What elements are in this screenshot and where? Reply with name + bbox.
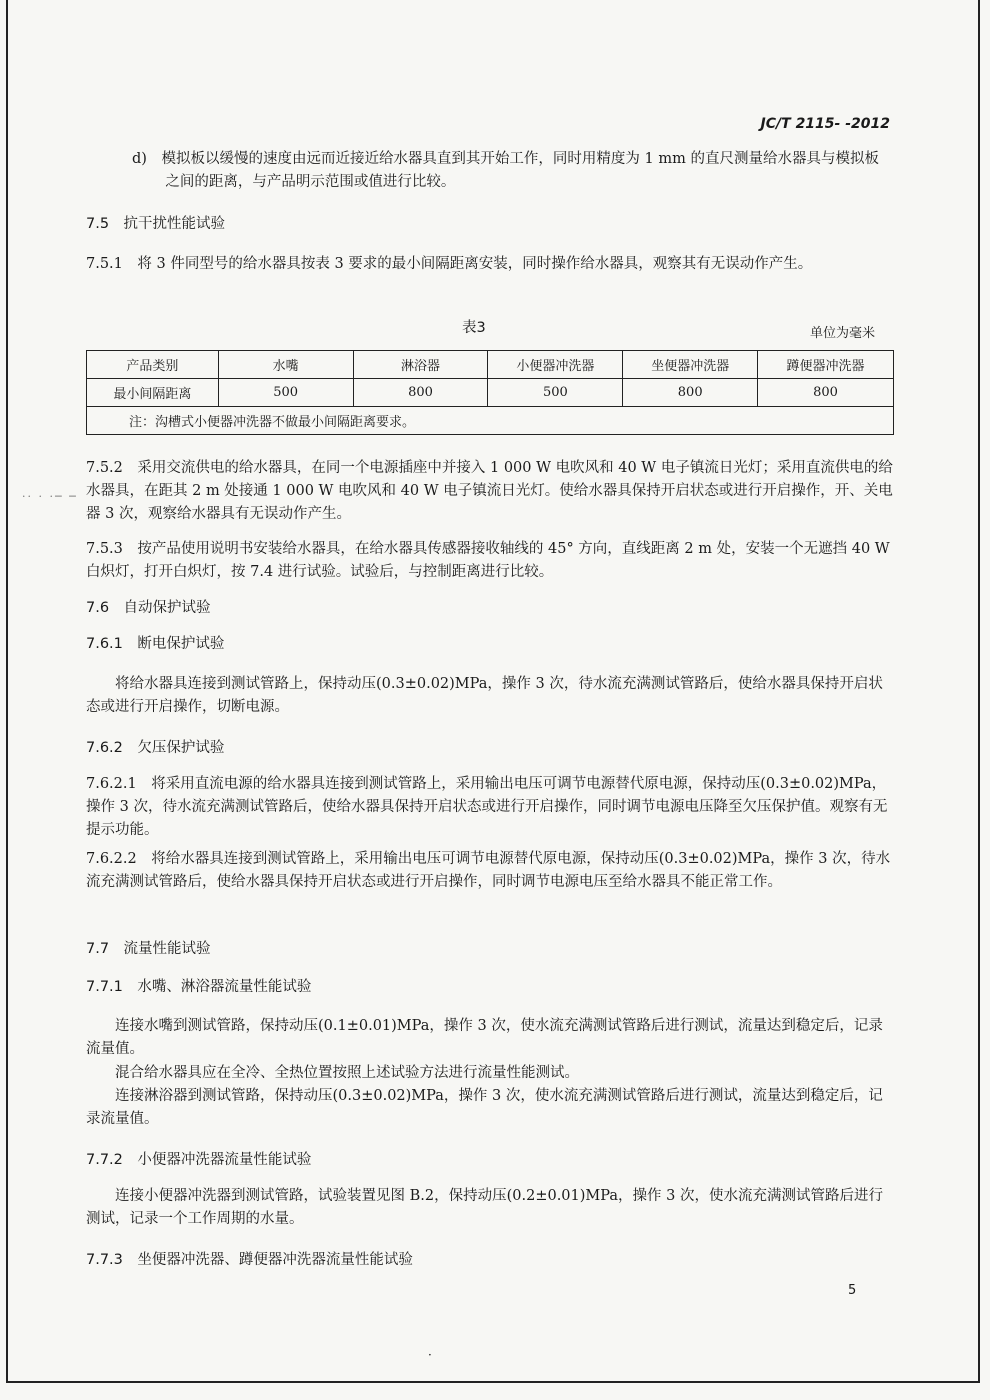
clause-7-5-2: 7.5.2 采用交流供电的给水器具，在同一个电源插座中并接入 1 000 W 电吹风和 40 W 电子镇流日光灯；采用直流供电的给水器具，在距其 2 m 处接通 1 000 W 电吹风和 40 W 电子镇流日光灯。使给水器具保持开启状态或进行开启操作，开、关电器 3 次，观察给水器具有无误动作产生。 (86, 460, 893, 522)
scan-dot: · (428, 1348, 432, 1362)
section-heading-7-7-2: 7.7.2 小便器冲洗器流量性能试验 (86, 1152, 312, 1168)
table-cell: 800 (353, 379, 488, 407)
section-heading-7-7-1: 7.7.1 水嘴、淋浴器流量性能试验 (86, 979, 312, 995)
section-heading-7-6-2: 7.6.2 欠压保护试验 (86, 740, 225, 756)
table-note-row (87, 407, 894, 435)
clause-7-5-3: 7.5.3 按产品使用说明书安装给水器具，在给水器具传感器接收轴线的 45° 方向，直线距离 2 m 处，安装一个无遮挡 40 W 白炽灯，打开白炽灯，按 7.4 进行试验。试验后，与控制距离进行比较。 (86, 541, 890, 580)
table-note: 注：沟槽式小便器冲洗器不做最小间隔距离要求。 (87, 407, 894, 435)
table-cell: 500 (218, 379, 353, 407)
table-cell: 500 (488, 379, 623, 407)
table-header-cell: 水嘴 (218, 351, 353, 379)
clause-7-7-1-body-a: 连接水嘴到测试管路，保持动压(0.1±0.01)MPa，操作 3 次，使水流充满测试管路后进行测试，流量达到稳定后，记录流量值。 (86, 1018, 883, 1057)
distance-table (86, 350, 894, 435)
table-cell: 800 (623, 379, 758, 407)
list-item-d: d) 模拟板以缓慢的速度由远而近接近给水器具直到其开始工作，同时用精度为 1 mm 的直尺测量给水器具与模拟板之间的距离，与产品明示范围或值进行比较。 (132, 151, 879, 190)
table-header-cell: 小便器冲洗器 (488, 351, 623, 379)
table-header-cell: 淋浴器 (353, 351, 488, 379)
table-title: 表3 (462, 320, 486, 336)
table-unit: 单位为毫米 (810, 326, 876, 341)
table-header-cell: 坐便器冲洗器 (623, 351, 758, 379)
section-heading-7-7: 7.7 流量性能试验 (86, 941, 211, 957)
table-cell: 800 (758, 379, 894, 407)
standard-code: JC/T 2115- -2012 (760, 116, 890, 132)
clause-7-6-1-body: 将给水器具连接到测试管路上，保持动压(0.3±0.02)MPa，操作 3 次，待水流充满测试管路后，使给水器具保持开启状态或进行开启操作，切断电源。 (86, 676, 883, 715)
section-heading-7-6-1: 7.6.1 断电保护试验 (86, 636, 225, 652)
clause-7-6-2-1: 7.6.2.1 将采用直流电源的给水器具连接到测试管路上，采用输出电压可调节电源替代原电源，保持动压(0.3±0.02)MPa，操作 3 次，待水流充满测试管路后，使给水器具保持开启状态或进行开启操作，同时调节电源电压降至欠压保护值。观察有无提示功能。 (86, 776, 888, 838)
page-number: 5 (848, 1283, 857, 1298)
scan-artifact: ·· · ·─ ─ (22, 490, 78, 503)
clause-7-5-1: 7.5.1 将 3 件同型号的给水器具按表 3 要求的最小间隔距离安装，同时操作给水器具，观察其有无误动作产生。 (86, 256, 813, 272)
table-cell: 最小间隔距离 (87, 379, 219, 407)
section-heading-7-7-3: 7.7.3 坐便器冲洗器、蹲便器冲洗器流量性能试验 (86, 1252, 413, 1268)
section-heading-7-6: 7.6 自动保护试验 (86, 600, 211, 616)
table-header-cell: 蹲便器冲洗器 (758, 351, 894, 379)
table-row (87, 379, 894, 407)
table-header-row (87, 351, 894, 379)
clause-7-7-2-body: 连接小便器冲洗器到测试管路，试验装置见图 B.2，保持动压(0.2±0.01)MPa，操作 3 次，使水流充满测试管路后进行测试，记录一个工作周期的水量。 (86, 1188, 883, 1227)
table-header-cell: 产品类别 (87, 351, 219, 379)
clause-7-7-1-body-c: 连接淋浴器到测试管路，保持动压(0.3±0.02)MPa，操作 3 次，使水流充满测试管路后进行测试，流量达到稳定后，记录流量值。 (86, 1088, 883, 1127)
section-heading-7-5: 7.5 抗干扰性能试验 (86, 216, 226, 232)
clause-7-7-1-body-b: 混合给水器具应在全冷、全热位置按照上述试验方法进行流量性能测试。 (115, 1065, 579, 1081)
clause-7-6-2-2: 7.6.2.2 将给水器具连接到测试管路上，采用输出电压可调节电源替代原电源，保持动压(0.3±0.02)MPa，操作 3 次，待水流充满测试管路后，使给水器具保持开启状态或进行开启操作，同时调节电源电压至给水器具不能正常工作。 (86, 851, 891, 890)
